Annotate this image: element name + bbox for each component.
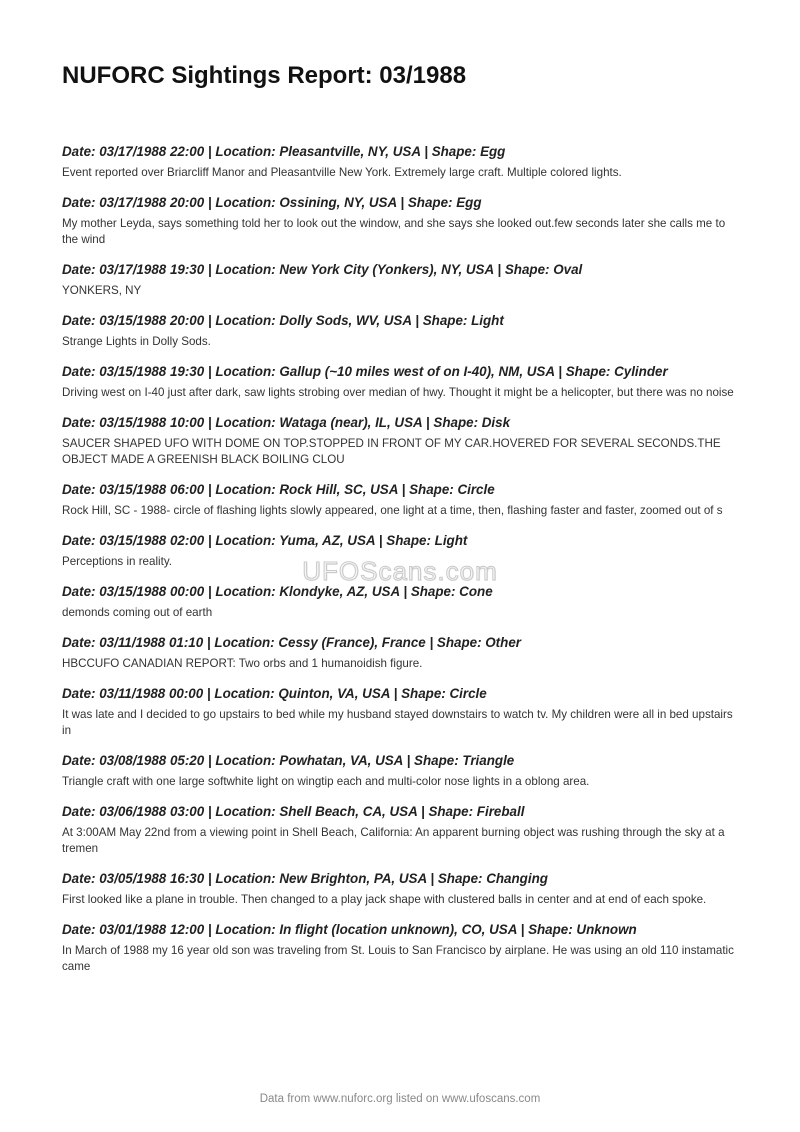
sighting-header: Date: 03/15/1988 19:30 | Location: Gallup (~10 miles west of on I-40), NM, USA | Shape: Cylinder [62,364,668,379]
sighting-header: Date: 03/06/1988 03:00 | Location: Shell Beach, CA, USA | Shape: Fireball [62,804,525,819]
sighting-entry [62,312,742,350]
footer-credit: Data from www.nuforc.org listed on www.ufoscans.com [259,1093,541,1105]
sighting-header: Date: 03/11/1988 01:10 | Location: Cessy (France), France | Shape: Other [62,635,521,650]
sighting-entry [62,532,742,570]
sighting-header: Date: 03/05/1988 16:30 | Location: New Brighton, PA, USA | Shape: Changing [62,871,548,886]
sighting-header: Date: 03/08/1988 05:20 | Location: Powhatan, VA, USA | Shape: Triangle [62,753,515,768]
sighting-header: Date: 03/01/1988 12:00 | Location: In flight (location unknown), CO, USA | Shape: Unknown [62,922,637,937]
sighting-entry [62,870,742,908]
sighting-entry [62,921,742,975]
sighting-description: In March of 1988 my 16 year old son was traveling from St. Louis to San Francisco by airplane. He was using an old 110 instamatic came [62,944,734,973]
sighting-entry [62,685,742,739]
sighting-description: Driving west on I-40 just after dark, saw lights strobing over median of hwy. Thought it might be a helicopter, but there was no noise [62,386,734,399]
sighting-entry [62,363,742,401]
sighting-entry [62,583,742,621]
sighting-description: SAUCER SHAPED UFO WITH DOME ON TOP.STOPPED IN FRONT OF MY CAR.HOVERED FOR SEVERAL SECONDS.THE OBJECT MADE A GREENISH BLACK BOILING CLOU [62,437,721,466]
sighting-description: Perceptions in reality. [62,555,172,568]
sighting-description: Strange Lights in Dolly Sods. [62,335,211,348]
sighting-description: Triangle craft with one large softwhite light on wingtip each and multi-color nose lights in a oblong area. [62,775,590,788]
sighting-entry [62,803,742,857]
page-title: NUFORC Sightings Report: 03/1988 [62,62,467,89]
watermark: UFOScans.com [302,556,498,586]
sighting-description: My mother Leyda, says something told her to look out the window, and she says she looked out.few seconds later she calls me to the wind [62,217,726,246]
sighting-header: Date: 03/17/1988 22:00 | Location: Pleasantville, NY, USA | Shape: Egg [62,144,506,159]
sighting-entry [62,143,742,181]
sighting-header: Date: 03/15/1988 10:00 | Location: Wataga (near), IL, USA | Shape: Disk [62,415,511,430]
sighting-entry [62,414,742,468]
sighting-entry [62,752,742,790]
sighting-description: HBCCUFO CANADIAN REPORT: Two orbs and 1 humanoidish figure. [62,657,423,670]
sighting-header: Date: 03/17/1988 19:30 | Location: New York City (Yonkers), NY, USA | Shape: Oval [62,262,583,277]
sighting-header: Date: 03/15/1988 00:00 | Location: Klondyke, AZ, USA | Shape: Cone [62,584,493,599]
sighting-header: Date: 03/15/1988 20:00 | Location: Dolly Sods, WV, USA | Shape: Light [62,313,504,328]
sighting-description: YONKERS, NY [62,284,142,297]
sighting-entry [62,634,742,672]
sighting-description: Rock Hill, SC - 1988- circle of flashing lights slowly appeared, one light at a time, then, flashing faster and faster, zoomed out of s [62,504,723,517]
sighting-header: Date: 03/11/1988 00:00 | Location: Quinton, VA, USA | Shape: Circle [62,686,487,701]
sighting-header: Date: 03/15/1988 06:00 | Location: Rock Hill, SC, USA | Shape: Circle [62,482,495,497]
sighting-entry [62,194,742,248]
sighting-description: At 3:00AM May 22nd from a viewing point in Shell Beach, California: An apparent burning object was rushing through the sky at a tremen [62,826,725,855]
sighting-description: Event reported over Briarcliff Manor and Pleasantville New York. Extremely large craft. Multiple colored lights. [62,166,622,179]
sighting-header: Date: 03/17/1988 20:00 | Location: Ossining, NY, USA | Shape: Egg [62,195,482,210]
sighting-entry [62,261,742,299]
sighting-description: It was late and I decided to go upstairs to bed while my husband stayed downstairs to watch tv. My children were all in bed upstairs in [62,708,733,737]
sighting-header: Date: 03/15/1988 02:00 | Location: Yuma, AZ, USA | Shape: Light [62,533,468,548]
sightings-list [62,143,742,988]
sighting-description: First looked like a plane in trouble. Then changed to a play jack shape with clustered balls in center and at end of each spoke. [62,893,707,906]
sighting-description: demonds coming out of earth [62,606,213,619]
sighting-entry [62,481,742,519]
